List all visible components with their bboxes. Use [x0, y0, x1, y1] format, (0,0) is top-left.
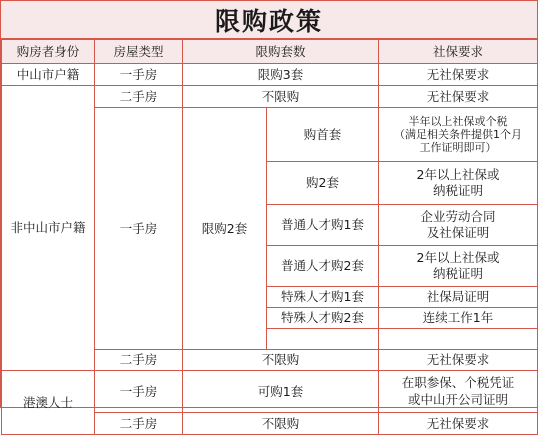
social-line: 纳税证明	[433, 183, 484, 198]
limit-cell: 不限购	[183, 350, 379, 371]
sub-limit-cell: 购2套	[267, 162, 379, 205]
social-line: （满足相关条件提供1个月	[394, 127, 523, 141]
sub-limit-cell: 普通人才购2套	[267, 246, 379, 287]
table-row	[2, 86, 538, 108]
social-cell: 无社保要求	[379, 64, 538, 86]
social-cell	[379, 162, 538, 205]
house-type-cell: 一手房	[95, 108, 183, 350]
social-cell: 连续工作1年	[379, 308, 538, 329]
sub-limit-cell: 特殊人才购2套	[267, 308, 379, 329]
table-row	[2, 371, 538, 413]
policy-table	[1, 39, 538, 435]
table-header-row	[2, 40, 538, 64]
header-purchase-limit: 限购套数	[183, 40, 379, 64]
limit-cell: 不限购	[183, 86, 379, 108]
social-line: 2年以上社保或	[416, 249, 500, 265]
social-cell: 无社保要求	[379, 350, 538, 371]
social-cell	[379, 108, 538, 162]
social-cell: 无社保要求	[379, 413, 538, 435]
table-row	[2, 64, 538, 86]
sub-limit-cell: 普通人才购1套	[267, 205, 379, 246]
sub-limit-cell: 购首套	[267, 108, 379, 162]
sub-limit-cell: 特殊人才购1套	[267, 287, 379, 308]
limit-cell: 限购2套	[183, 108, 267, 350]
identity-hk-macau: 港澳人士	[2, 371, 95, 435]
limit-cell: 限购3套	[183, 64, 379, 86]
social-cell: 无社保要求	[379, 86, 538, 108]
house-type-cell: 二手房	[95, 86, 183, 108]
social-line: 在职参保、个税凭证	[401, 375, 515, 391]
spacer-cell	[379, 329, 538, 350]
social-line: 企业劳动合同	[420, 208, 496, 224]
social-line: 半年以上社保或个税	[408, 114, 508, 128]
house-type-cell: 二手房	[95, 350, 183, 371]
house-type-cell: 二手房	[95, 413, 183, 435]
limit-cell: 不限购	[183, 413, 379, 435]
social-line: 及社保证明	[426, 225, 490, 240]
house-type-cell: 一手房	[95, 64, 183, 86]
limit-cell: 可购1套	[183, 371, 379, 413]
social-line: 或中山开公司证明	[408, 391, 509, 407]
header-identity: 购房者身份	[2, 40, 95, 64]
social-line: 纳税证明	[433, 266, 484, 281]
social-cell	[379, 205, 538, 246]
social-cell	[379, 246, 538, 287]
social-cell: 社保局证明	[379, 287, 538, 308]
social-line: 2年以上社保或	[416, 166, 500, 182]
header-house-type: 房屋类型	[95, 40, 183, 64]
social-line: 工作证明即可）	[419, 141, 497, 155]
header-social-security: 社保要求	[379, 40, 538, 64]
identity-zhongshan: 中山市户籍	[2, 64, 95, 86]
spacer-cell	[267, 329, 379, 350]
house-type-cell: 一手房	[95, 371, 183, 413]
page-title: 限购政策	[1, 1, 537, 39]
identity-non-zhongshan: 非中山市户籍	[2, 86, 95, 371]
social-cell	[379, 371, 538, 413]
